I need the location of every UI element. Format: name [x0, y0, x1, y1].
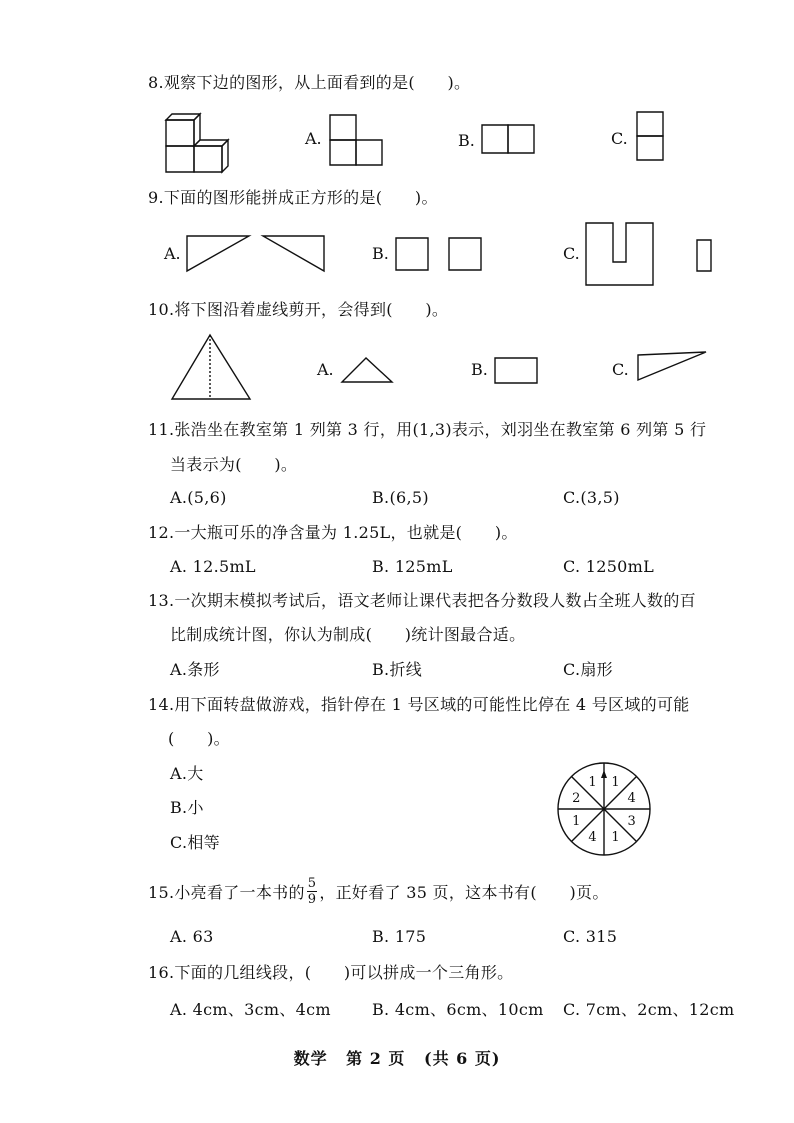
q13-stem-line1: 13.一次期末模拟考试后，语文老师让课代表把各分数段人数占全班人数的百 [148, 591, 696, 610]
q15-fraction [307, 877, 318, 906]
q9-option-b-squares [393, 235, 493, 273]
q10-option-b-label: B. [471, 360, 488, 379]
q10-option-b-figure [492, 355, 540, 385]
q8-stem: 8.观察下边的图形，从上面看到的是( )。 [148, 73, 471, 92]
q12-stem: 12.一大瓶可乐的净含量为 1.25L，也就是( )。 [148, 523, 518, 542]
q14-option-b: B.小 [170, 798, 204, 817]
q8-option-a-label: A. [305, 129, 322, 148]
q15-stem [148, 876, 609, 908]
footer-subject: 数学 [293, 1049, 328, 1068]
q13-option-a: A.条形 [170, 660, 220, 679]
q15-option-b: B. 175 [372, 927, 427, 946]
q16-stem: 16.下面的几组线段，( )可以拼成一个三角形。 [148, 963, 514, 982]
q15-option-a: A. 63 [170, 927, 214, 946]
q9-stem: 9.下面的图形能拼成正方形的是( )。 [148, 188, 438, 207]
spinner-pointer-arrowhead [601, 770, 607, 778]
q9-option-a-triangles [183, 233, 328, 273]
q16-option-a: A. 4cm、3cm、4cm [170, 1000, 331, 1019]
q12-option-a: A. 12.5mL [170, 557, 256, 576]
spinner-sector-number: 2 [572, 791, 581, 806]
footer-page-number: 第 2 页 [346, 1049, 406, 1068]
spinner-sector-number: 3 [627, 814, 636, 829]
q10-stem: 10.将下图沿着虚线剪开，会得到( )。 [148, 300, 449, 319]
q16-option-b: B. 4cm、6cm、10cm [372, 1000, 544, 1019]
q9-option-a-label: A. [164, 244, 181, 263]
spinner-sector-number: 4 [588, 830, 597, 846]
spinner-sector-number: 1 [588, 774, 597, 790]
q8-option-b-figure [480, 123, 536, 157]
q14-option-c: C.相等 [170, 833, 220, 852]
q14-stem-line2: ( )。 [168, 729, 230, 748]
spinner-sector-number: 1 [611, 774, 620, 790]
q10-option-a-label: A. [317, 360, 334, 379]
footer-total-pages: (共 6 页) [424, 1049, 501, 1068]
q12-option-c: C. 1250mL [563, 557, 655, 576]
q15-stem-after: ，正好看了 35 页，这本书有( )页。 [319, 883, 609, 902]
spinner-sector-number: 1 [572, 814, 581, 829]
q10-triangle-with-dashed-line [170, 333, 252, 403]
q13-option-c: C.扇形 [563, 660, 613, 679]
page-footer [0, 1046, 794, 1069]
q15-stem-before: 15.小亮看了一本书的 [148, 883, 305, 902]
q10-option-c-figure [634, 349, 710, 383]
q9-option-c-figures [583, 220, 715, 290]
q10-option-c-label: C. [612, 360, 629, 379]
q9-option-c-label: C. [563, 244, 580, 263]
q11-option-a: A.(5,6) [170, 488, 227, 507]
q8-option-a-figure [328, 113, 384, 167]
q8-cube-stack-figure [160, 108, 240, 174]
q11-option-b: B.(6,5) [372, 488, 429, 507]
q8-option-c-figure [635, 110, 667, 162]
q13-stem-line2: 比制成统计图，你认为制成( )统计图最合适。 [170, 625, 526, 644]
q9-option-b-label: B. [372, 244, 389, 263]
q14-spinner [555, 760, 653, 858]
q15-fraction-numerator: 5 [307, 876, 317, 891]
spinner-sector-number: 4 [627, 791, 636, 806]
q12-option-b: B. 125mL [372, 557, 453, 576]
q13-option-b: B.折线 [372, 660, 423, 679]
q11-option-c: C.(3,5) [563, 488, 620, 507]
q11-stem-line2: 当表示为( )。 [170, 455, 298, 474]
q14-stem-line1: 14.用下面转盘做游戏，指针停在 1 号区域的可能性比停在 4 号区域的可能 [148, 695, 690, 714]
q8-option-c-label: C. [611, 129, 628, 148]
q10-option-a-figure [340, 355, 396, 385]
q15-fraction-denominator: 9 [307, 892, 317, 907]
q14-option-a: A.大 [170, 764, 204, 783]
q15-option-c: C. 315 [563, 927, 618, 946]
q16-option-c: C. 7cm、2cm、12cm [563, 1000, 735, 1019]
q8-option-b-label: B. [458, 131, 475, 150]
q11-stem-line1: 11.张浩坐在教室第 1 列第 3 行，用(1,3)表示，刘羽坐在教室第 6 列第 5 行 [148, 420, 707, 439]
spinner-sector-number: 1 [611, 830, 620, 846]
